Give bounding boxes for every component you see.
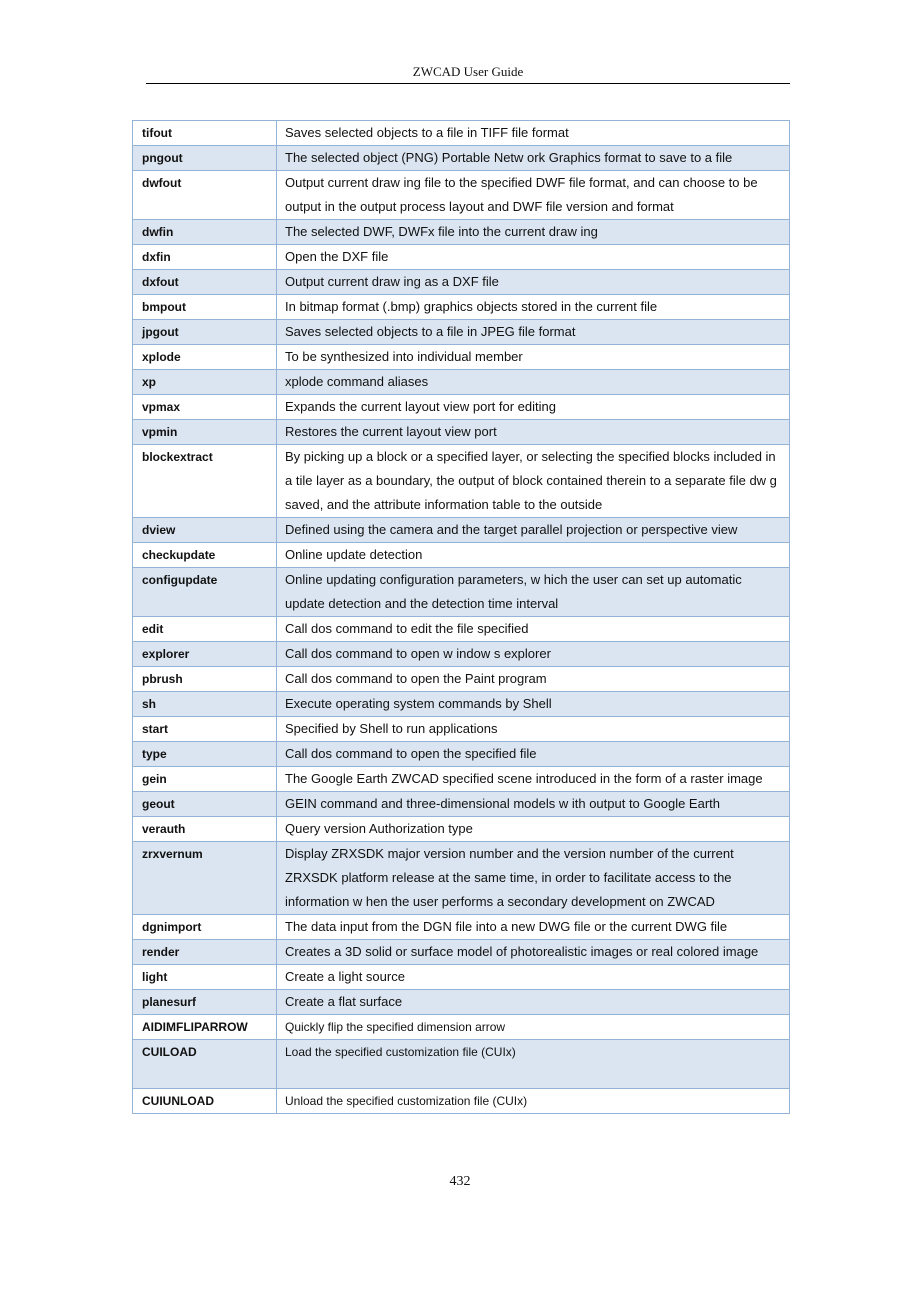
command-description: Create a light source bbox=[277, 965, 790, 990]
command-description: Saves selected objects to a file in TIFF file format bbox=[277, 121, 790, 146]
command-name: vpmin bbox=[133, 420, 277, 445]
command-description: The data input from the DGN file into a new DWG file or the current DWG file bbox=[277, 915, 790, 940]
command-name: configupdate bbox=[133, 568, 277, 617]
table-row bbox=[133, 1015, 790, 1040]
command-name: dwfout bbox=[133, 171, 277, 220]
command-description: The selected DWF, DWFx file into the current draw ing bbox=[277, 220, 790, 245]
command-description: Call dos command to open the Paint program bbox=[277, 667, 790, 692]
command-name: blockextract bbox=[133, 445, 277, 518]
command-name: CUIUNLOAD bbox=[133, 1089, 277, 1114]
command-description: Expands the current layout view port for editing bbox=[277, 395, 790, 420]
command-name: gein bbox=[133, 767, 277, 792]
table-row bbox=[133, 767, 790, 792]
command-description: Defined using the camera and the target parallel projection or perspective view bbox=[277, 518, 790, 543]
command-name: dgnimport bbox=[133, 915, 277, 940]
table-row bbox=[133, 245, 790, 270]
command-name: xp bbox=[133, 370, 277, 395]
page-header: ZWCAD User Guide bbox=[146, 64, 790, 84]
command-name: verauth bbox=[133, 817, 277, 842]
command-description: Unload the specified customization file (CUIx) bbox=[277, 1089, 790, 1114]
command-description: The selected object (PNG) Portable Netw ork Graphics format to save to a file bbox=[277, 146, 790, 171]
command-name: dwfin bbox=[133, 220, 277, 245]
command-name: planesurf bbox=[133, 990, 277, 1015]
table-row bbox=[133, 295, 790, 320]
command-description: Open the DXF file bbox=[277, 245, 790, 270]
table-row bbox=[133, 792, 790, 817]
table-row bbox=[133, 395, 790, 420]
table-row bbox=[133, 990, 790, 1015]
command-description: Call dos command to open the specified file bbox=[277, 742, 790, 767]
table-row bbox=[133, 320, 790, 345]
table-row bbox=[133, 568, 790, 617]
table-row bbox=[133, 370, 790, 395]
table-row bbox=[133, 692, 790, 717]
command-description: Specified by Shell to run applications bbox=[277, 717, 790, 742]
command-description: Restores the current layout view port bbox=[277, 420, 790, 445]
table-row bbox=[133, 220, 790, 245]
table-row bbox=[133, 345, 790, 370]
table-row bbox=[133, 742, 790, 767]
command-description: Quickly flip the specified dimension arrow bbox=[277, 1015, 790, 1040]
table-row bbox=[133, 1089, 790, 1114]
table-row bbox=[133, 171, 790, 220]
command-name: dview bbox=[133, 518, 277, 543]
table-row bbox=[133, 445, 790, 518]
table-row bbox=[133, 940, 790, 965]
command-description: By picking up a block or a specified layer, or selecting the specified blocks included in a tile layer as a boundary, the output of block contained therein to a separate file dw g saved, and the attribute information table to the outside bbox=[277, 445, 790, 518]
command-name: xplode bbox=[133, 345, 277, 370]
command-name: CUILOAD bbox=[133, 1040, 277, 1089]
table-row bbox=[133, 717, 790, 742]
command-name: render bbox=[133, 940, 277, 965]
command-name: type bbox=[133, 742, 277, 767]
command-description: Output current draw ing file to the specified DWF file format, and can choose to be output in the output process layout and DWF file version and format bbox=[277, 171, 790, 220]
command-description: Display ZRXSDK major version number and the version number of the current ZRXSDK platform release at the same time, in order to facilitate access to the information w hen the user performs a secondary development on ZWCAD bbox=[277, 842, 790, 915]
command-name: dxfin bbox=[133, 245, 277, 270]
command-name: light bbox=[133, 965, 277, 990]
command-description: GEIN command and three-dimensional models w ith output to Google Earth bbox=[277, 792, 790, 817]
command-description: Creates a 3D solid or surface model of photorealistic images or real colored image bbox=[277, 940, 790, 965]
command-description: Call dos command to edit the file specified bbox=[277, 617, 790, 642]
command-description: Output current draw ing as a DXF file bbox=[277, 270, 790, 295]
command-name: sh bbox=[133, 692, 277, 717]
command-description: Create a flat surface bbox=[277, 990, 790, 1015]
page-number: 432 bbox=[449, 1174, 471, 1189]
table-row bbox=[133, 965, 790, 990]
command-description: Call dos command to open w indow s explorer bbox=[277, 642, 790, 667]
command-name: jpgout bbox=[133, 320, 277, 345]
command-name: bmpout bbox=[133, 295, 277, 320]
command-name: dxfout bbox=[133, 270, 277, 295]
table-row bbox=[133, 642, 790, 667]
command-name: checkupdate bbox=[133, 543, 277, 568]
command-name: explorer bbox=[133, 642, 277, 667]
command-description: Online update detection bbox=[277, 543, 790, 568]
command-description: Load the specified customization file (CUIx) bbox=[277, 1040, 790, 1089]
table-row bbox=[133, 420, 790, 445]
table-row bbox=[133, 1040, 790, 1089]
table-row bbox=[133, 915, 790, 940]
command-name: pngout bbox=[133, 146, 277, 171]
command-description: Execute operating system commands by Shell bbox=[277, 692, 790, 717]
command-name: vpmax bbox=[133, 395, 277, 420]
command-description: In bitmap format (.bmp) graphics objects stored in the current file bbox=[277, 295, 790, 320]
table-row bbox=[133, 667, 790, 692]
table-row bbox=[133, 270, 790, 295]
command-description: The Google Earth ZWCAD specified scene introduced in the form of a raster image bbox=[277, 767, 790, 792]
command-description: Query version Authorization type bbox=[277, 817, 790, 842]
command-name: edit bbox=[133, 617, 277, 642]
table-row bbox=[133, 518, 790, 543]
command-description: Online updating configuration parameters, w hich the user can set up automatic update detection and the detection time interval bbox=[277, 568, 790, 617]
command-name: start bbox=[133, 717, 277, 742]
table-row bbox=[133, 543, 790, 568]
command-name: geout bbox=[133, 792, 277, 817]
command-name: AIDIMFLIPARROW bbox=[133, 1015, 277, 1040]
table-row bbox=[133, 842, 790, 915]
table-row bbox=[133, 817, 790, 842]
table-row bbox=[133, 146, 790, 171]
table-row bbox=[133, 617, 790, 642]
command-table bbox=[132, 120, 790, 1114]
table-row bbox=[133, 121, 790, 146]
command-name: zrxvernum bbox=[133, 842, 277, 915]
command-description: xplode command aliases bbox=[277, 370, 790, 395]
command-name: tifout bbox=[133, 121, 277, 146]
command-description: To be synthesized into individual member bbox=[277, 345, 790, 370]
command-description: Saves selected objects to a file in JPEG file format bbox=[277, 320, 790, 345]
command-name: pbrush bbox=[133, 667, 277, 692]
